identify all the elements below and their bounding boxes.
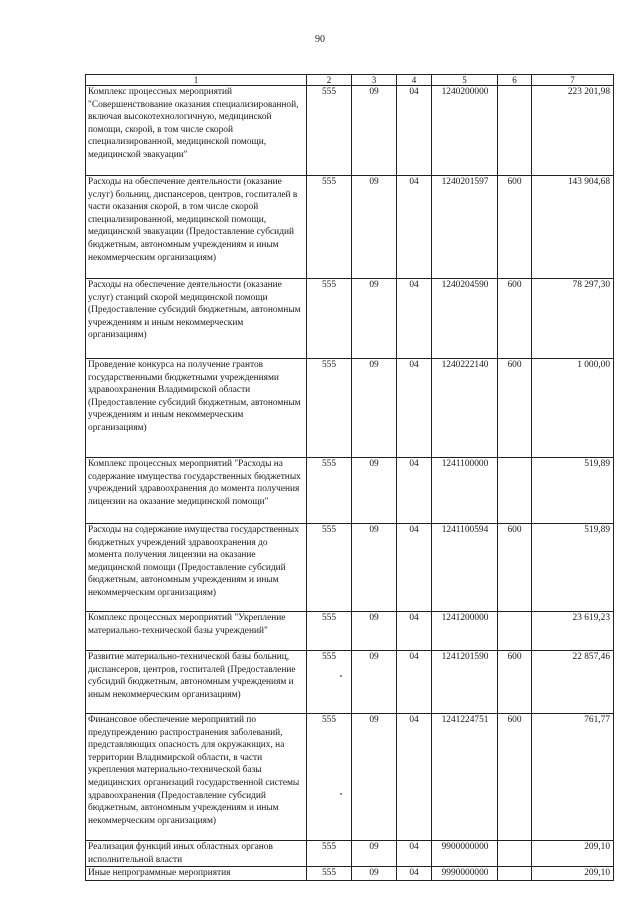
row-grbs: 555: [307, 176, 352, 279]
row-name: Иные непрограммные мероприятия: [86, 867, 307, 881]
row-subsection: 04: [397, 867, 432, 881]
scan-dot: [340, 675, 342, 677]
table-row: [86, 867, 614, 881]
row-target-article: 9990000000: [432, 867, 498, 881]
row-amount: 209,10: [532, 841, 614, 867]
row-name: Расходы на содержание имущества государственных бюджетных учреждений здравоохранения до момента получения лицензии на оказание медицинской помощи (Предоставление субсидий бюджетным, автономным учреждениям и иным некоммерческим организациям): [86, 524, 307, 612]
row-expense-type: 600: [498, 279, 532, 359]
page-number: 90: [315, 34, 325, 45]
row-subsection: 04: [397, 359, 432, 458]
row-expense-type: 600: [498, 176, 532, 279]
row-target-article: 1240204590: [432, 279, 498, 359]
row-amount: 761,77: [532, 714, 614, 841]
row-grbs: 555: [307, 524, 352, 612]
table-row: [86, 651, 614, 714]
row-section: 09: [352, 524, 397, 612]
row-target-article: 1240201597: [432, 176, 498, 279]
row-target-article: 1240200000: [432, 86, 498, 176]
table-header: [86, 75, 614, 86]
table-row: [86, 714, 614, 841]
row-grbs: 555: [307, 612, 352, 651]
row-subsection: 04: [397, 176, 432, 279]
row-section: 09: [352, 651, 397, 714]
row-amount: 519,89: [532, 524, 614, 612]
row-subsection: 04: [397, 841, 432, 867]
col-header-name: 1: [86, 75, 307, 86]
row-subsection: 04: [397, 279, 432, 359]
table-row: [86, 524, 614, 612]
row-section: 09: [352, 86, 397, 176]
row-grbs: 555: [307, 714, 352, 841]
row-name: Развитие материально-технической базы больниц, диспансеров, центров, госпиталей (Предоставление субсидий бюджетным, автономным учреждениям и иным некоммерческим организациям): [86, 651, 307, 714]
row-target-article: 1241224751: [432, 714, 498, 841]
row-grbs: 555: [307, 458, 352, 524]
row-name: Комплекс процессных мероприятий "Укрепление материально-технической базы учреждений": [86, 612, 307, 651]
row-amount: 223 201,98: [532, 86, 614, 176]
row-expense-type: [498, 612, 532, 651]
col-header-section: 3: [352, 75, 397, 86]
row-subsection: 04: [397, 651, 432, 714]
table-row: [86, 841, 614, 867]
row-grbs: 555: [307, 86, 352, 176]
col-header-target-article: 5: [432, 75, 498, 86]
row-target-article: 1241200000: [432, 612, 498, 651]
row-name: Комплекс процессных мероприятий "Расходы на содержание имущества государственных бюджетных учреждений здравоохранения до момента получения лицензии на оказание медицинской помощи": [86, 458, 307, 524]
row-expense-type: [498, 867, 532, 881]
row-amount: 143 904,68: [532, 176, 614, 279]
row-amount: 519,89: [532, 458, 614, 524]
row-name: Финансовое обеспечение мероприятий по предупреждению распространения заболеваний, представляющих опасность для окружающих, на территории Владимирской области, в части укрепления материально-технической базы медицинских организаций государственной системы здравоохранения (Предоставление субсидий бюджетным, автономным учреждениям и иным некоммерческим организациям): [86, 714, 307, 841]
row-name: Реализация функций иных областных органов исполнительной власти: [86, 841, 307, 867]
row-grbs: 555: [307, 279, 352, 359]
row-subsection: 04: [397, 86, 432, 176]
row-amount: 209,10: [532, 867, 614, 881]
row-target-article: 1241201590: [432, 651, 498, 714]
row-section: 09: [352, 714, 397, 841]
col-header-expense-type: 6: [498, 75, 532, 86]
row-grbs: 555: [307, 359, 352, 458]
row-section: 09: [352, 176, 397, 279]
row-amount: 22 857,46: [532, 651, 614, 714]
row-target-article: 1240222140: [432, 359, 498, 458]
table-body: [86, 86, 614, 881]
row-subsection: 04: [397, 714, 432, 841]
col-header-amount: 7: [532, 75, 614, 86]
row-target-article: 9900000000: [432, 841, 498, 867]
col-header-subsection: 4: [397, 75, 432, 86]
table-row: [86, 359, 614, 458]
table-row: [86, 86, 614, 176]
col-header-grbs: 2: [307, 75, 352, 86]
row-section: 09: [352, 359, 397, 458]
row-name: Проведение конкурса на получение грантов государственными бюджетными учреждениями здравоохранения Владимирской области (Предоставление субсидий бюджетным, автономным учреждениям и иным некоммерческим организациям): [86, 359, 307, 458]
table-row: [86, 176, 614, 279]
row-name: Расходы на обеспечение деятельности (оказание услуг) больниц, диспансеров, центров, госпиталей в части оказания скорой, в том числе скорой специализированной, медицинской помощи, медицинской эвакуации (Предоставление субсидий бюджетным, автономным учреждениям и иным некоммерческим организациям): [86, 176, 307, 279]
row-subsection: 04: [397, 458, 432, 524]
row-subsection: 04: [397, 524, 432, 612]
row-amount: 1 000,00: [532, 359, 614, 458]
row-section: 09: [352, 867, 397, 881]
table-row: [86, 612, 614, 651]
row-expense-type: 600: [498, 524, 532, 612]
row-section: 09: [352, 841, 397, 867]
row-expense-type: 600: [498, 651, 532, 714]
row-expense-type: [498, 86, 532, 176]
table-row: [86, 458, 614, 524]
row-expense-type: 600: [498, 359, 532, 458]
budget-table: [85, 74, 614, 881]
row-section: 09: [352, 612, 397, 651]
table-row: [86, 279, 614, 359]
row-expense-type: 600: [498, 714, 532, 841]
row-amount: 23 619,23: [532, 612, 614, 651]
header-row: [86, 75, 614, 86]
row-grbs: 555: [307, 651, 352, 714]
row-name: Расходы на обеспечение деятельности (оказание услуг) станций скорой медицинской помощи (Предоставление субсидий бюджетным, автономным учреждениям и иным некоммерческим организациям): [86, 279, 307, 359]
row-subsection: 04: [397, 612, 432, 651]
row-target-article: 1241100594: [432, 524, 498, 612]
scan-dot: [340, 793, 342, 795]
row-expense-type: [498, 841, 532, 867]
row-expense-type: [498, 458, 532, 524]
row-name: Комплекс процессных мероприятий "Совершенствование оказания специализированной, включая высокотехнологичную, медицинской помощи, скорой, в том числе скорой специализированной, медицинской помощи, медицинской эвакуации": [86, 86, 307, 176]
row-grbs: 555: [307, 867, 352, 881]
row-target-article: 1241100000: [432, 458, 498, 524]
row-section: 09: [352, 279, 397, 359]
row-grbs: 555: [307, 841, 352, 867]
row-amount: 78 297,30: [532, 279, 614, 359]
row-section: 09: [352, 458, 397, 524]
